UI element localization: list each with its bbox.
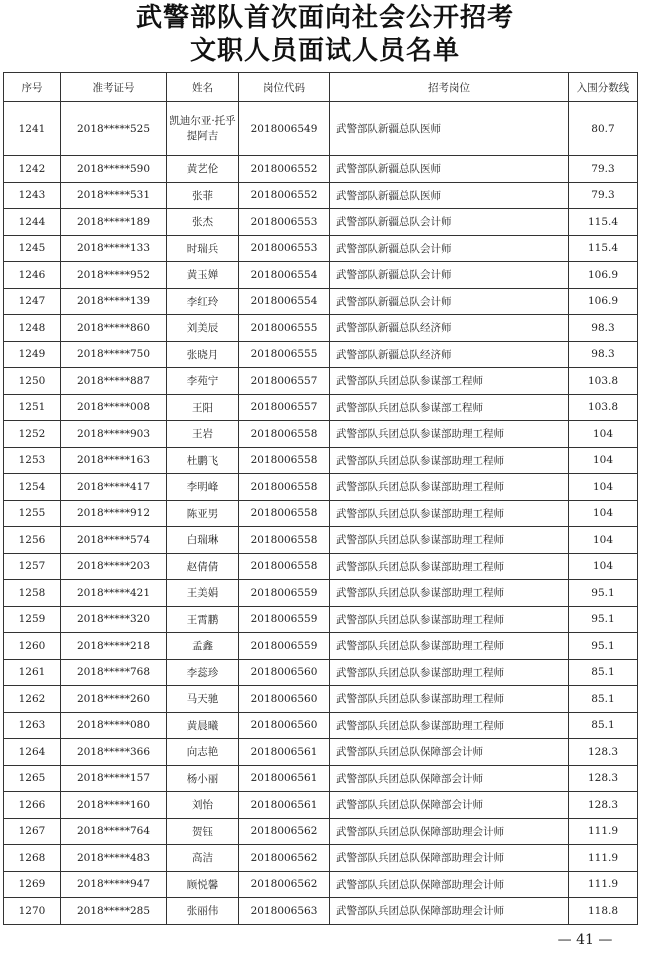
cell-name: 张晓月 [167, 341, 239, 368]
cell-name: 王美娟 [167, 580, 239, 607]
table-row [4, 845, 638, 872]
cell-ticket-number: 2018*****203 [61, 553, 167, 580]
table-row [4, 765, 638, 792]
cell-name: 张杰 [167, 209, 239, 236]
cell-serial: 1244 [4, 209, 61, 236]
cell-serial: 1267 [4, 818, 61, 845]
header-ticket-number: 准考证号 [61, 73, 167, 102]
cell-ticket-number: 2018*****320 [61, 606, 167, 633]
cell-serial: 1253 [4, 447, 61, 474]
cell-position: 武警部队新疆总队会计师 [330, 209, 569, 236]
cell-serial: 1246 [4, 262, 61, 289]
cell-serial: 1245 [4, 235, 61, 262]
cell-position-code: 2018006558 [239, 500, 330, 527]
cell-position: 武警部队兵团总队保障部助理会计师 [330, 818, 569, 845]
cell-cutoff-score: 115.4 [569, 209, 638, 236]
cell-ticket-number: 2018*****768 [61, 659, 167, 686]
cell-position-code: 2018006558 [239, 447, 330, 474]
cell-name: 张菲 [167, 182, 239, 209]
cell-name: 刘美辰 [167, 315, 239, 342]
cell-cutoff-score: 79.3 [569, 182, 638, 209]
cell-position: 武警部队新疆总队医师 [330, 102, 569, 156]
cell-position: 武警部队兵团总队参谋部助理工程师 [330, 633, 569, 660]
cell-position: 武警部队新疆总队经济师 [330, 315, 569, 342]
cell-name: 李明峰 [167, 474, 239, 501]
cell-cutoff-score: 104 [569, 474, 638, 501]
cell-ticket-number: 2018*****163 [61, 447, 167, 474]
cell-serial: 1264 [4, 739, 61, 766]
cell-name: 时瑞兵 [167, 235, 239, 262]
cell-cutoff-score: 106.9 [569, 262, 638, 289]
cell-position-code: 2018006560 [239, 659, 330, 686]
cell-name: 马天驰 [167, 686, 239, 713]
cell-serial: 1270 [4, 898, 61, 925]
cell-cutoff-score: 85.1 [569, 712, 638, 739]
cell-ticket-number: 2018*****483 [61, 845, 167, 872]
page-number: — 41 — [557, 932, 613, 948]
cell-position-code: 2018006555 [239, 315, 330, 342]
cell-position-code: 2018006560 [239, 712, 330, 739]
table-row [4, 712, 638, 739]
cell-position: 武警部队兵团总队参谋部助理工程师 [330, 686, 569, 713]
cell-ticket-number: 2018*****947 [61, 871, 167, 898]
table-row [4, 447, 638, 474]
header-position: 招考岗位 [330, 73, 569, 102]
cell-cutoff-score: 98.3 [569, 341, 638, 368]
cell-position: 武警部队兵团总队参谋部助理工程师 [330, 527, 569, 554]
cell-ticket-number: 2018*****417 [61, 474, 167, 501]
cell-cutoff-score: 95.1 [569, 633, 638, 660]
cell-serial: 1266 [4, 792, 61, 819]
cell-serial: 1249 [4, 341, 61, 368]
cell-ticket-number: 2018*****189 [61, 209, 167, 236]
cell-position: 武警部队兵团总队参谋部助理工程师 [330, 474, 569, 501]
cell-cutoff-score: 128.3 [569, 765, 638, 792]
cell-ticket-number: 2018*****750 [61, 341, 167, 368]
cell-serial: 1254 [4, 474, 61, 501]
table-row [4, 500, 638, 527]
cell-position-code: 2018006554 [239, 288, 330, 315]
table-row [4, 606, 638, 633]
cell-position-code: 2018006561 [239, 765, 330, 792]
cell-position: 武警部队兵团总队参谋部工程师 [330, 368, 569, 395]
cell-position-code: 2018006559 [239, 633, 330, 660]
table-row [4, 871, 638, 898]
cell-position-code: 2018006549 [239, 102, 330, 156]
document-title-line-1: 武警部队首次面向社会公开招考 [135, 3, 514, 33]
cell-name: 张丽伟 [167, 898, 239, 925]
table-row [4, 156, 638, 183]
cell-serial: 1252 [4, 421, 61, 448]
document-title-line-2: 文职人员面试人员名单 [189, 36, 460, 66]
cell-name: 贺钰 [167, 818, 239, 845]
cell-position-code: 2018006557 [239, 368, 330, 395]
cell-position-code: 2018006552 [239, 182, 330, 209]
cell-name: 杨小丽 [167, 765, 239, 792]
cell-cutoff-score: 79.3 [569, 156, 638, 183]
cell-serial: 1256 [4, 527, 61, 554]
cell-ticket-number: 2018*****160 [61, 792, 167, 819]
cell-serial: 1251 [4, 394, 61, 421]
table-row [4, 553, 638, 580]
cell-position: 武警部队兵团总队保障部助理会计师 [330, 871, 569, 898]
cell-cutoff-score: 111.9 [569, 871, 638, 898]
cell-cutoff-score: 128.3 [569, 739, 638, 766]
cell-position-code: 2018006559 [239, 580, 330, 607]
cell-serial: 1262 [4, 686, 61, 713]
cell-serial: 1269 [4, 871, 61, 898]
cell-position: 武警部队新疆总队会计师 [330, 288, 569, 315]
cell-ticket-number: 2018*****285 [61, 898, 167, 925]
cell-position: 武警部队兵团总队参谋部助理工程师 [330, 447, 569, 474]
cell-name: 王霄鹏 [167, 606, 239, 633]
cell-position-code: 2018006560 [239, 686, 330, 713]
cell-position-code: 2018006562 [239, 871, 330, 898]
cell-position-code: 2018006561 [239, 739, 330, 766]
cell-position-code: 2018006559 [239, 606, 330, 633]
cell-serial: 1255 [4, 500, 61, 527]
cell-ticket-number: 2018*****139 [61, 288, 167, 315]
cell-position: 武警部队兵团总队参谋部助理工程师 [330, 553, 569, 580]
cell-position: 武警部队兵团总队保障部助理会计师 [330, 845, 569, 872]
cell-cutoff-score: 95.1 [569, 606, 638, 633]
table-row [4, 474, 638, 501]
cell-cutoff-score: 104 [569, 527, 638, 554]
cell-ticket-number: 2018*****912 [61, 500, 167, 527]
cell-cutoff-score: 104 [569, 447, 638, 474]
cell-position-code: 2018006558 [239, 474, 330, 501]
table-row [4, 527, 638, 554]
cell-ticket-number: 2018*****260 [61, 686, 167, 713]
table-row [4, 421, 638, 448]
cell-name: 杜鹏飞 [167, 447, 239, 474]
cell-serial: 1248 [4, 315, 61, 342]
cell-name: 赵倩倩 [167, 553, 239, 580]
table-row [4, 818, 638, 845]
cell-position: 武警部队兵团总队参谋部助理工程师 [330, 500, 569, 527]
table-body [4, 102, 638, 925]
cell-position-code: 2018006558 [239, 421, 330, 448]
cell-cutoff-score: 104 [569, 500, 638, 527]
cell-position-code: 2018006555 [239, 341, 330, 368]
cell-cutoff-score: 104 [569, 421, 638, 448]
cell-serial: 1241 [4, 102, 61, 156]
cell-position-code: 2018006553 [239, 235, 330, 262]
cell-position-code: 2018006561 [239, 792, 330, 819]
cell-name: 黄晨曦 [167, 712, 239, 739]
table-header-row [4, 73, 638, 102]
cell-ticket-number: 2018*****008 [61, 394, 167, 421]
cell-serial: 1263 [4, 712, 61, 739]
table-row [4, 209, 638, 236]
cell-ticket-number: 2018*****887 [61, 368, 167, 395]
cell-serial: 1250 [4, 368, 61, 395]
cell-cutoff-score: 115.4 [569, 235, 638, 262]
cell-name [167, 102, 239, 156]
cell-position: 武警部队兵团总队参谋部助理工程师 [330, 606, 569, 633]
cell-ticket-number: 2018*****366 [61, 739, 167, 766]
table-row [4, 394, 638, 421]
cell-ticket-number: 2018*****133 [61, 235, 167, 262]
cell-name: 陈亚男 [167, 500, 239, 527]
cell-ticket-number: 2018*****764 [61, 818, 167, 845]
cell-serial: 1265 [4, 765, 61, 792]
cell-position: 武警部队新疆总队经济师 [330, 341, 569, 368]
table-row [4, 792, 638, 819]
cell-name: 王阳 [167, 394, 239, 421]
cell-name: 黄艺伦 [167, 156, 239, 183]
cell-position-code: 2018006557 [239, 394, 330, 421]
header-name: 姓名 [167, 73, 239, 102]
cell-position: 武警部队兵团总队保障部会计师 [330, 739, 569, 766]
cell-name: 王岩 [167, 421, 239, 448]
cell-name: 李蕊珍 [167, 659, 239, 686]
cell-ticket-number: 2018*****421 [61, 580, 167, 607]
cell-position-code: 2018006562 [239, 845, 330, 872]
cell-name: 黄玉婵 [167, 262, 239, 289]
cell-serial: 1247 [4, 288, 61, 315]
cell-name: 李红玲 [167, 288, 239, 315]
cell-serial: 1242 [4, 156, 61, 183]
cell-name: 顾悦馨 [167, 871, 239, 898]
cell-cutoff-score: 104 [569, 553, 638, 580]
header-position-code: 岗位代码 [239, 73, 330, 102]
cell-name: 孟鑫 [167, 633, 239, 660]
cell-serial: 1259 [4, 606, 61, 633]
cell-serial: 1268 [4, 845, 61, 872]
cell-position: 武警部队兵团总队参谋部助理工程师 [330, 712, 569, 739]
cell-serial: 1260 [4, 633, 61, 660]
table-row [4, 633, 638, 660]
cell-cutoff-score: 106.9 [569, 288, 638, 315]
cell-name: 李苑宁 [167, 368, 239, 395]
cell-serial: 1258 [4, 580, 61, 607]
table-row [4, 102, 638, 156]
cell-ticket-number: 2018*****860 [61, 315, 167, 342]
cell-position-code: 2018006558 [239, 553, 330, 580]
header-cutoff-score: 入围分数线 [569, 73, 638, 102]
cell-ticket-number: 2018*****531 [61, 182, 167, 209]
cell-ticket-number: 2018*****903 [61, 421, 167, 448]
cell-cutoff-score: 85.1 [569, 686, 638, 713]
cell-position: 武警部队兵团总队参谋部助理工程师 [330, 421, 569, 448]
table-row [4, 686, 638, 713]
table-row [4, 341, 638, 368]
header-serial: 序号 [4, 73, 61, 102]
table-row [4, 262, 638, 289]
cell-name: 白瑞琳 [167, 527, 239, 554]
cell-cutoff-score: 128.3 [569, 792, 638, 819]
cell-cutoff-score: 80.7 [569, 102, 638, 156]
cell-cutoff-score: 85.1 [569, 659, 638, 686]
cell-position: 武警部队兵团总队保障部会计师 [330, 792, 569, 819]
cell-name-text: 凯迪尔亚·托乎提阿吉 [169, 114, 236, 142]
table-row [4, 659, 638, 686]
table-row [4, 235, 638, 262]
cell-position: 武警部队新疆总队会计师 [330, 235, 569, 262]
cell-position: 武警部队兵团总队保障部会计师 [330, 765, 569, 792]
cell-name: 向志艳 [167, 739, 239, 766]
cell-ticket-number: 2018*****080 [61, 712, 167, 739]
cell-cutoff-score: 98.3 [569, 315, 638, 342]
table-row [4, 898, 638, 925]
cell-position: 武警部队兵团总队参谋部助理工程师 [330, 580, 569, 607]
cell-position-code: 2018006552 [239, 156, 330, 183]
cell-serial: 1261 [4, 659, 61, 686]
cell-serial: 1243 [4, 182, 61, 209]
cell-cutoff-score: 111.9 [569, 818, 638, 845]
table-row [4, 739, 638, 766]
cell-ticket-number: 2018*****157 [61, 765, 167, 792]
cell-position: 武警部队兵团总队保障部助理会计师 [330, 898, 569, 925]
cell-serial: 1257 [4, 553, 61, 580]
table-row [4, 182, 638, 209]
cell-ticket-number: 2018*****952 [61, 262, 167, 289]
cell-name: 高洁 [167, 845, 239, 872]
cell-position-code: 2018006562 [239, 818, 330, 845]
cell-ticket-number: 2018*****218 [61, 633, 167, 660]
cell-ticket-number: 2018*****574 [61, 527, 167, 554]
cell-cutoff-score: 118.8 [569, 898, 638, 925]
cell-cutoff-score: 95.1 [569, 580, 638, 607]
cell-position: 武警部队新疆总队医师 [330, 182, 569, 209]
table-row [4, 288, 638, 315]
cell-cutoff-score: 103.8 [569, 394, 638, 421]
table-row [4, 580, 638, 607]
cell-ticket-number: 2018*****590 [61, 156, 167, 183]
candidate-table [3, 72, 638, 925]
cell-position-code: 2018006558 [239, 527, 330, 554]
cell-position-code: 2018006563 [239, 898, 330, 925]
table-row [4, 368, 638, 395]
cell-position: 武警部队兵团总队参谋部助理工程师 [330, 659, 569, 686]
cell-cutoff-score: 111.9 [569, 845, 638, 872]
cell-position: 武警部队新疆总队会计师 [330, 262, 569, 289]
cell-ticket-number: 2018*****525 [61, 102, 167, 156]
cell-position-code: 2018006554 [239, 262, 330, 289]
cell-position-code: 2018006553 [239, 209, 330, 236]
cell-cutoff-score: 103.8 [569, 368, 638, 395]
cell-position: 武警部队新疆总队医师 [330, 156, 569, 183]
cell-position: 武警部队兵团总队参谋部工程师 [330, 394, 569, 421]
cell-name: 刘怡 [167, 792, 239, 819]
table-row [4, 315, 638, 342]
